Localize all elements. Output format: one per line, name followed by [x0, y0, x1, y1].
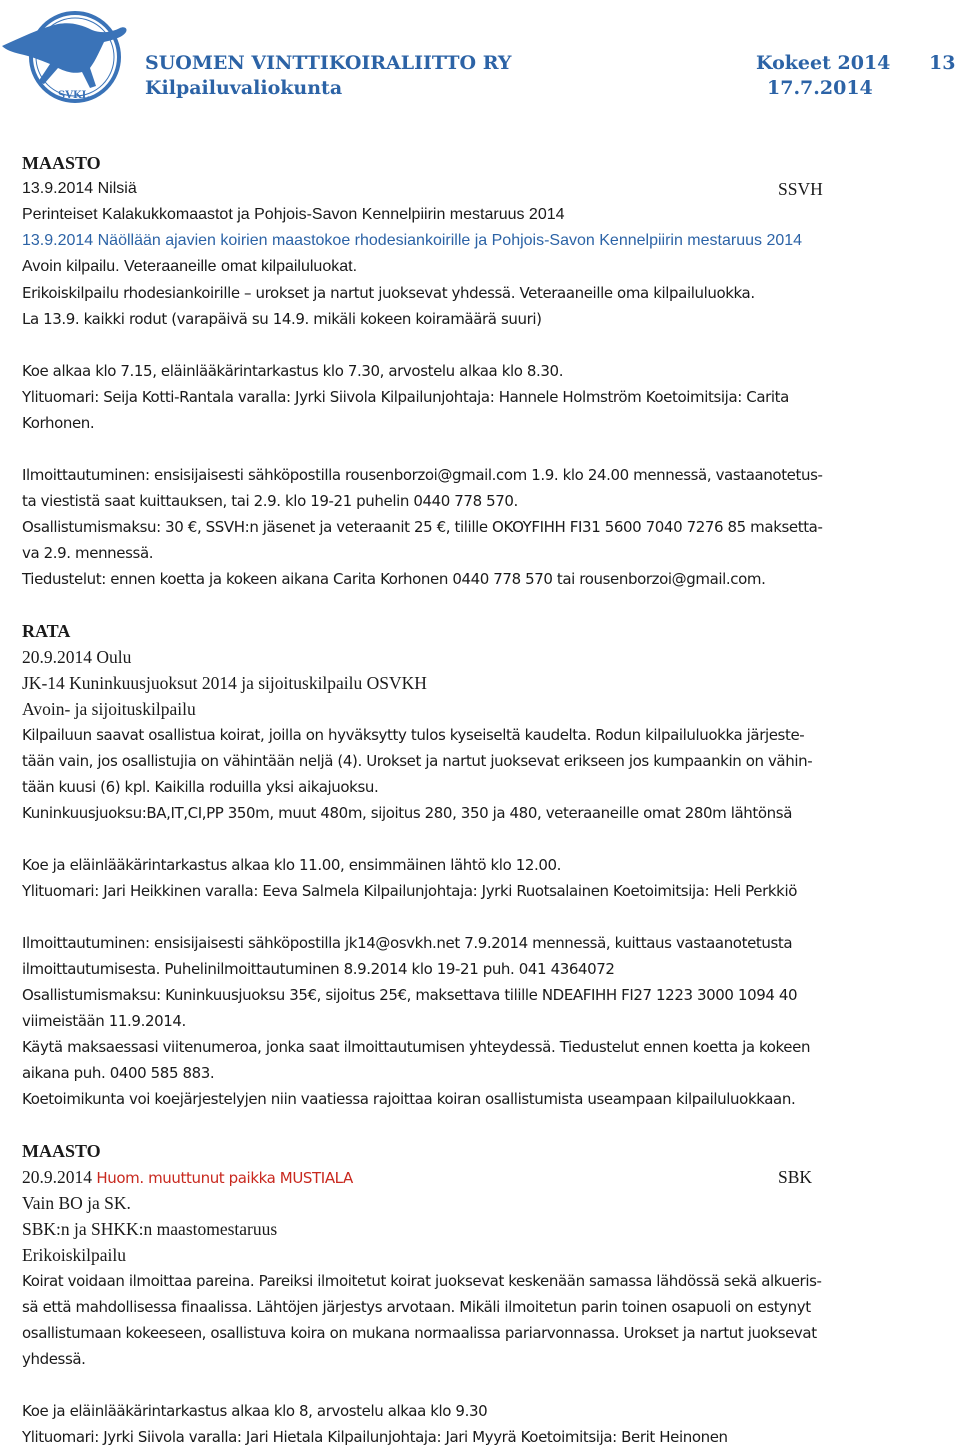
event-date-line: [22, 176, 940, 202]
pairs-info-cont: sä että mahdollisessa finaalissa. Lähtöjen järjestys arvotaan. Mikäli ilmoitetun parin toinen osapuoli on estynyt: [22, 1298, 811, 1316]
committee-name: Kilpailuvaliokunta: [145, 77, 343, 99]
officials-info-cont: Korhonen.: [22, 414, 95, 432]
pairs-info-cont: yhdessä.: [22, 1350, 86, 1368]
schedule-info: Koe ja eläinlääkärintarkastus alkaa klo 11.00, ensimmäinen lähtö klo 12.00.: [22, 856, 562, 874]
registration-info: Ilmoittautuminen: ensisijaisesti sähköpostilla rousenborzoi@gmail.com 1.9. klo 24.00 mennessä, vastaanotetus-: [22, 466, 823, 484]
organization-name: SUOMEN VINTTIKOIRALIITTO RY: [145, 52, 512, 74]
committee-note: Koetoimikunta voi koejärjestelyjen niin vaatiessa rajoittaa koiran osallistumista useampaan kilpailuluokkaan.: [22, 1090, 796, 1108]
registration-info-cont: ta viestistä saat kuittauksen, tai 2.9. klo 19-21 puhelin 0440 778 570.: [22, 492, 518, 510]
event-title: SBK:n ja SHKK:n maastomestaruus: [22, 1219, 278, 1239]
event-title: Perinteiset Kalakukkomaastot ja Pohjois-Savon Kennelpiirin mestaruus 2014: [22, 206, 565, 223]
inquiries-info: aikana puh. 0400 585 883.: [22, 1064, 215, 1082]
eligibility-info: Kilpailuun saavat osallistua koirat, joilla on hyväksytty tulos kyseiseltä kaudelta. Rodun kilpailuluokka järjeste-: [22, 726, 805, 744]
pairs-info: Koirat voidaan ilmoittaa pareina. Pareiksi ilmoitetut koirat juoksevat keskenään samassa lähdössä sekä alkueris-: [22, 1272, 822, 1290]
event-date-place: 20.9.2014 Oulu: [22, 647, 132, 667]
pairs-info-cont: osallistumaan kokeeseen, osallistuva koira on mukana normaalissa pariarvonnassa. Urokset ja nartut juoksevat: [22, 1324, 817, 1342]
event-class-info: Erikoiskilpailu: [22, 1245, 127, 1265]
location-change-note: Huom. muuttunut paikka MUSTIALA: [96, 1169, 353, 1187]
section-heading: MAASTO: [22, 1141, 101, 1161]
breed-day-info: La 13.9. kaikki rodut (varapäivä su 14.9. mikäli kokeen koiramäärä suuri): [22, 310, 542, 328]
organizer-code: SBK: [778, 1167, 813, 1187]
eligibility-info-cont: tään vain, jos osallistujia on vähintään neljä (4). Urokset ja nartut juoksevat erikseen jos kumpaankin on vähin-: [22, 752, 813, 770]
special-competition-info: Erikoiskilpailu rhodesiankoirille – urokset ja nartut juoksevat yhdessä. Veteraaneille oma kilpailuluokka.: [22, 284, 755, 302]
payment-reference-info: Käytä maksaessasi viitenumeroa, jonka saat ilmoittautumisen yhteydessä. Tiedustelut ennen koetta ja kokeen: [22, 1038, 811, 1056]
officials-info: Ylituomari: Jari Heikkinen varalla: Eeva Salmela Kilpailunjohtaja: Jyrki Ruotsalainen Koetoimitsija: Heli Perkkiö: [22, 882, 798, 900]
organizer-code: SSVH: [778, 179, 823, 199]
document-title: Kokeet 2014: [756, 52, 891, 74]
fee-info-cont: viimeistään 11.9.2014.: [22, 1012, 186, 1030]
registration-info-cont: ilmoittautumisesta. Puhelinilmoittautuminen 8.9.2014 klo 19-21 puh. 041 4364072: [22, 960, 615, 978]
event-date-line: [22, 1164, 940, 1190]
schedule-info: Koe ja eläinlääkärintarkastus alkaa klo 8, arvostelu alkaa klo 9.30: [22, 1402, 488, 1420]
document-date: 17.7.2014: [767, 77, 873, 99]
officials-info: Ylituomari: Jyrki Siivola varalla: Jari Hietala Kilpailunjohtaja: Jari Myyrä Koetoimitsija: Berit Heinonen: [22, 1428, 728, 1446]
officials-info: Ylituomari: Seija Kotti-Rantala varalla: Jyrki Siivola Kilpailunjohtaja: Hannele Holmström Koetoimitsija: Carita: [22, 388, 789, 406]
greyhound-logo-icon: [0, 2, 135, 108]
svg-text:SVKL: SVKL: [58, 90, 89, 101]
section-heading: RATA: [22, 621, 71, 641]
event-title: JK-14 Kuninkuusjuoksut 2014 ja sijoituskilpailu OSVKH: [22, 673, 427, 693]
event-class-info: Avoin- ja sijoituskilpailu: [22, 699, 196, 719]
eligibility-info-cont: tään kuusi (6) kpl. Kaikilla roduilla yksi aikajuoksu.: [22, 778, 379, 796]
fee-info: Osallistumismaksu: 30 €, SSVH:n jäsenet ja veteraanit 25 €, tilille OKOYFIHH FI31 5600 7040 7276 85 maksetta-: [22, 518, 823, 536]
fee-info: Osallistumismaksu: Kuninkuusjuoksu 35€, sijoitus 25€, maksettava tilille NDEAFIHH FI27 1223 3000 1094 40: [22, 986, 798, 1004]
event-subtitle: 13.9.2014 Näöllään ajavien koirien maastokoe rhodesiankoirille ja Pohjois-Savon Kennelpiirin mestaruus 2014: [22, 232, 803, 249]
event-date-place: 13.9.2014 Nilsiä: [22, 180, 137, 197]
distances-info: Kuninkuusjuoksu:BA,IT,CI,PP 350m, muut 480m, sijoitus 280, 350 ja 480, veteraaneille omat 280m lähtönsä: [22, 804, 792, 822]
inquiries-info: Tiedustelut: ennen koetta ja kokeen aikana Carita Korhonen 0440 778 570 tai rousenborzoi@gmail.com.: [22, 570, 766, 588]
document-body: [22, 150, 940, 1450]
fee-info-cont: va 2.9. mennessä.: [22, 544, 154, 562]
page-number: 13: [929, 52, 956, 74]
breed-restriction: Vain BO ja SK.: [22, 1193, 131, 1213]
event-date: 20.9.2014: [22, 1167, 97, 1187]
section-heading: MAASTO: [22, 153, 101, 173]
registration-info: Ilmoittautuminen: ensisijaisesti sähköpostilla jk14@osvkh.net 7.9.2014 mennessä, kuittaus vastaanotetusta: [22, 934, 793, 952]
schedule-info: Koe alkaa klo 7.15, eläinlääkärintarkastus klo 7.30, arvostelu alkaa klo 8.30.: [22, 362, 564, 380]
event-class-info: Avoin kilpailu. Veteraaneille omat kilpailuluokat.: [22, 258, 358, 275]
